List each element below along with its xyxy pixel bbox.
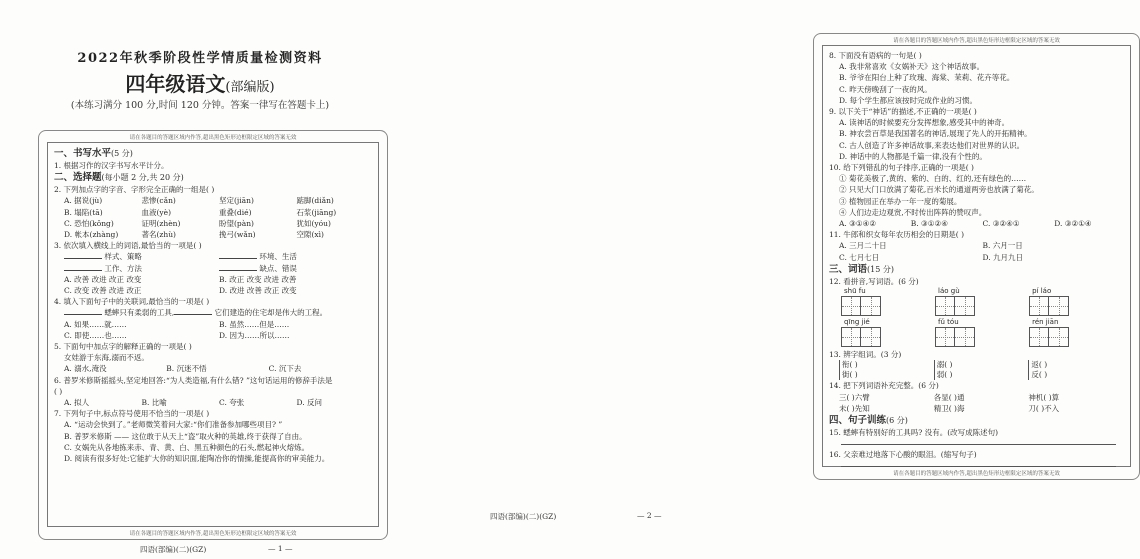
edition-label: (部编版)	[225, 80, 275, 95]
question-15: 15. 蟋蟀有特别好的工具吗? 没有。(改写成陈述句)	[829, 428, 999, 438]
question-6-stem: 6. 普罗米修斯摇摇头,坚定地回答:“为人类造福,有什么错? ”这句话运用的修辞手法是	[54, 375, 333, 385]
exam-instructions: (本练习满分 100 分,时间 120 分钟。答案一律写在答题卡上)	[70, 100, 330, 111]
question-5-stem: 5. 下面句中加点字的解释正确的一项是( )	[54, 342, 192, 352]
q9-option-d[interactable]: D. 神话中的人物都是千篇一律,没有个性的。	[839, 151, 987, 161]
q3-fill-row-1: 样式、策略 环境、生活	[54, 251, 374, 262]
char-pair[interactable]: 返( ) 反( )	[1028, 360, 1059, 380]
q8-option-a[interactable]: A. 我非常喜欢《女娲补天》这个神话故事。	[839, 62, 985, 72]
page-2	[400, 0, 1092, 559]
q3-options-ab[interactable]: A. 改善 改进 改正 改变 B. 改正 改变 改进 改善	[64, 274, 297, 284]
question-1: 1. 根据习作的汉字书写水平计分。	[54, 161, 169, 170]
warning-top: 请在各题目的答题区域内作答,超出黑色矩形边框限定区域的答案无效	[129, 135, 297, 141]
question-8-stem: 8. 下面没有语病的一句是( )	[829, 51, 922, 60]
section-1-heading: 一、书写水平(5 分)	[54, 148, 133, 159]
q10-sentence-4: ④ 人们边走边观赏,不时传出阵阵的赞叹声。	[839, 207, 987, 217]
q7-option-c[interactable]: C. 女娲先从各地拣来赤、青、黄、白、黑五种颜色的石头,燃起神火熔炼。	[64, 442, 310, 452]
q4-options-cd[interactable]: C. 即使……也…… D. 因为……所以……	[64, 330, 290, 340]
question-2-stem: 2. 下列加点字的字音、字形完全正确的一组是( )	[54, 185, 215, 195]
question-9-stem: 9. 以下关于“神话”的描述,不正确的一项是( )	[829, 107, 977, 117]
pinyin-label: qīng jié	[844, 318, 870, 327]
writing-boxes[interactable]	[935, 327, 1029, 347]
question-11-stem: 11. 牛郎和织女每年农历相会的日期是( )	[829, 230, 965, 240]
q7-option-a[interactable]: A. “运动会快到了。”老师微笑着问大家:“你们准备参加哪些项目? ”	[64, 420, 283, 430]
q4-options-ab[interactable]: A. 如果……就…… B. 虽然……但是……	[64, 319, 290, 329]
q9-option-a[interactable]: A. 读神话的时候要充分发挥想象,感受其中的神奇。	[839, 118, 1010, 128]
question-4-stem: 4. 填入下面句子中的关联词,最恰当的一项是( )	[54, 297, 210, 307]
question-3-stem: 3. 依次填入横线上的词语,最恰当的一项是( )	[54, 241, 202, 251]
subject-name: 四年级语文	[125, 72, 226, 96]
answer-area-1	[47, 142, 379, 527]
question-13-stem: 13. 辨字组词。(3 分)	[829, 350, 902, 360]
q5-options[interactable]: A. 溺水,淹没 B. 沉迷不悟 C. 沉下去	[64, 364, 302, 374]
q4-sentence: 蟋蟀只有柔弱的工具, 它们建造的住宅却是伟大的工程。	[54, 307, 374, 318]
writing-boxes[interactable]	[935, 296, 1029, 316]
page-number: — 2 —	[637, 511, 662, 520]
q5-sentence: 女娃游于东海,溺而不返。	[64, 353, 149, 363]
question-7-stem: 7. 下列句子中,标点符号使用不恰当的一项是( )	[54, 409, 210, 419]
page-number: — 1 —	[268, 544, 293, 553]
writing-boxes[interactable]	[841, 327, 935, 347]
q10-options[interactable]: A. ③①④② B. ③①②④ C. ③②④① D. ③②①④	[839, 219, 1092, 229]
answer-area-2	[822, 45, 1131, 467]
q10-sentence-1: ① 菊花美极了,黄的、紫的、白的、红的,还有绿色的……	[839, 174, 1027, 184]
answer-frame-1	[38, 130, 388, 540]
q2-option-c[interactable]: C. 恐怕(kǒng) 证明(zhèn) 盼望(pàn) 犹如(yóu)	[64, 218, 331, 228]
q12-pinyin-grid	[829, 287, 1126, 349]
q3-options-cd[interactable]: C. 改变 改善 改进 改正 D. 改进 改善 改正 改变	[64, 286, 297, 296]
question-14-stem: 14. 把下列词语补充完整。(6 分)	[829, 381, 939, 391]
page-1	[0, 0, 400, 559]
pinyin-label: pí láo	[1032, 287, 1052, 296]
footer-code: 四语(部编)(二)(GZ)	[140, 545, 207, 554]
question-16: 16. 父亲难过地落下心酸的眼泪。(缩写句子)	[829, 450, 977, 460]
section-3-heading: 三、词语(15 分)	[829, 263, 894, 275]
footer-code: 四语(部编)(二)(GZ)	[490, 512, 557, 521]
pinyin-label: shū fu	[844, 287, 866, 296]
q7-option-b[interactable]: B. 普罗米修斯 —— 这位敢于从天上“盗”取火种的英雄,终于获得了自由。	[64, 431, 307, 441]
char-pair[interactable]: 衔( ) 街( )	[839, 360, 870, 380]
q13-pairs[interactable]	[829, 360, 1126, 380]
warning-bottom: 请在各题目的答题区域内作答,超出黑色矩形边框限定区域的答案无效	[129, 531, 297, 537]
writing-boxes[interactable]	[841, 296, 935, 316]
q10-sentence-2: ② 只见大门口放满了菊花,百米长的通道两旁也放满了菊花。	[839, 185, 1039, 195]
question-12-stem: 12. 看拼音,写词语。(6 分)	[829, 276, 919, 286]
exam-subject	[0, 68, 400, 97]
pinyin-label: rén jiān	[1032, 318, 1059, 327]
q14-row-2[interactable]: 未( )先知 精卫( )海 刀( )不入	[839, 403, 1060, 413]
writing-boxes[interactable]	[1029, 327, 1123, 347]
warning-top: 请在各题目的答题区域内作答,超出黑色矩形边框限定区域的答案无效	[893, 38, 1060, 44]
q8-option-c[interactable]: C. 昨天傍晚刮了一夜的风。	[839, 84, 932, 94]
answer-frame-2	[813, 33, 1140, 480]
q10-sentence-3: ③ 植物园正在举办一年一度的菊展。	[839, 196, 962, 206]
q14-row-1[interactable]: 三( )六臂 各显( )通 神机( )算	[839, 392, 1060, 402]
q6-answer-paren: ( )	[54, 386, 63, 396]
q9-option-c[interactable]: C. 古人创造了许多神话故事,来表达他们对世界的认识。	[839, 140, 1025, 150]
pinyin-label: láo gù	[938, 287, 960, 296]
q16-answer-line[interactable]	[841, 466, 1116, 467]
q9-option-b[interactable]: B. 神农尝百草是我国著名的神话,展现了先人的开拓精神。	[839, 129, 1032, 139]
pinyin-label: fǔ tóu	[938, 318, 959, 327]
q2-option-b[interactable]: B. 塌陷(tā) 血液(yè) 重叠(dié) 石浆(jiāng)	[64, 207, 337, 217]
exam-title: 2022年秋季阶段性学情质量检测资料	[77, 51, 323, 66]
q15-answer-line[interactable]	[841, 444, 1116, 445]
section-4-heading: 四、句子训练(6 分)	[829, 415, 908, 427]
q8-option-d[interactable]: D. 每个学生都应该按时完成作业的习惯。	[839, 95, 978, 105]
section-2-heading: 二、选择题(每小题 2 分,共 20 分)	[54, 172, 184, 184]
q3-fill-row-2: 工作、方法 缺点、错误	[54, 263, 374, 274]
q7-option-d[interactable]: D. 阅读有很多好处:它能扩大你的知识面,能陶冶你的情操,能提高你的审美能力。	[64, 454, 330, 464]
q2-option-d[interactable]: D. 帐本(zhàng) 著名(zhù) 挽弓(wǎn) 空隙(xì)	[64, 230, 324, 240]
q2-option-a[interactable]: A. 据说(jù) 悲惨(cǎn) 坚定(jiān) 踮脚(diǎn)	[64, 196, 334, 206]
writing-boxes[interactable]	[1029, 296, 1123, 316]
q6-options[interactable]: A. 拟人 B. 比喻 C. 夸张 D. 反问	[64, 398, 323, 408]
question-10-stem: 10. 给下列错乱的句子排序,正确的一项是( )	[829, 163, 974, 173]
q11-options-ab[interactable]: A. 三月二十日 B. 六月一日	[839, 241, 1023, 251]
q11-options-cd[interactable]: C. 七月七日 D. 九月九日	[839, 252, 1024, 262]
warning-bottom: 请在各题目的答题区域内作答,超出黑色矩形边框限定区域的答案无效	[893, 471, 1060, 477]
q8-option-b[interactable]: B. 爷爷在阳台上种了玫瑰、海棠、茉莉、花卉等花。	[839, 73, 1015, 83]
char-pair[interactable]: 溺( ) 弱( )	[934, 360, 965, 380]
